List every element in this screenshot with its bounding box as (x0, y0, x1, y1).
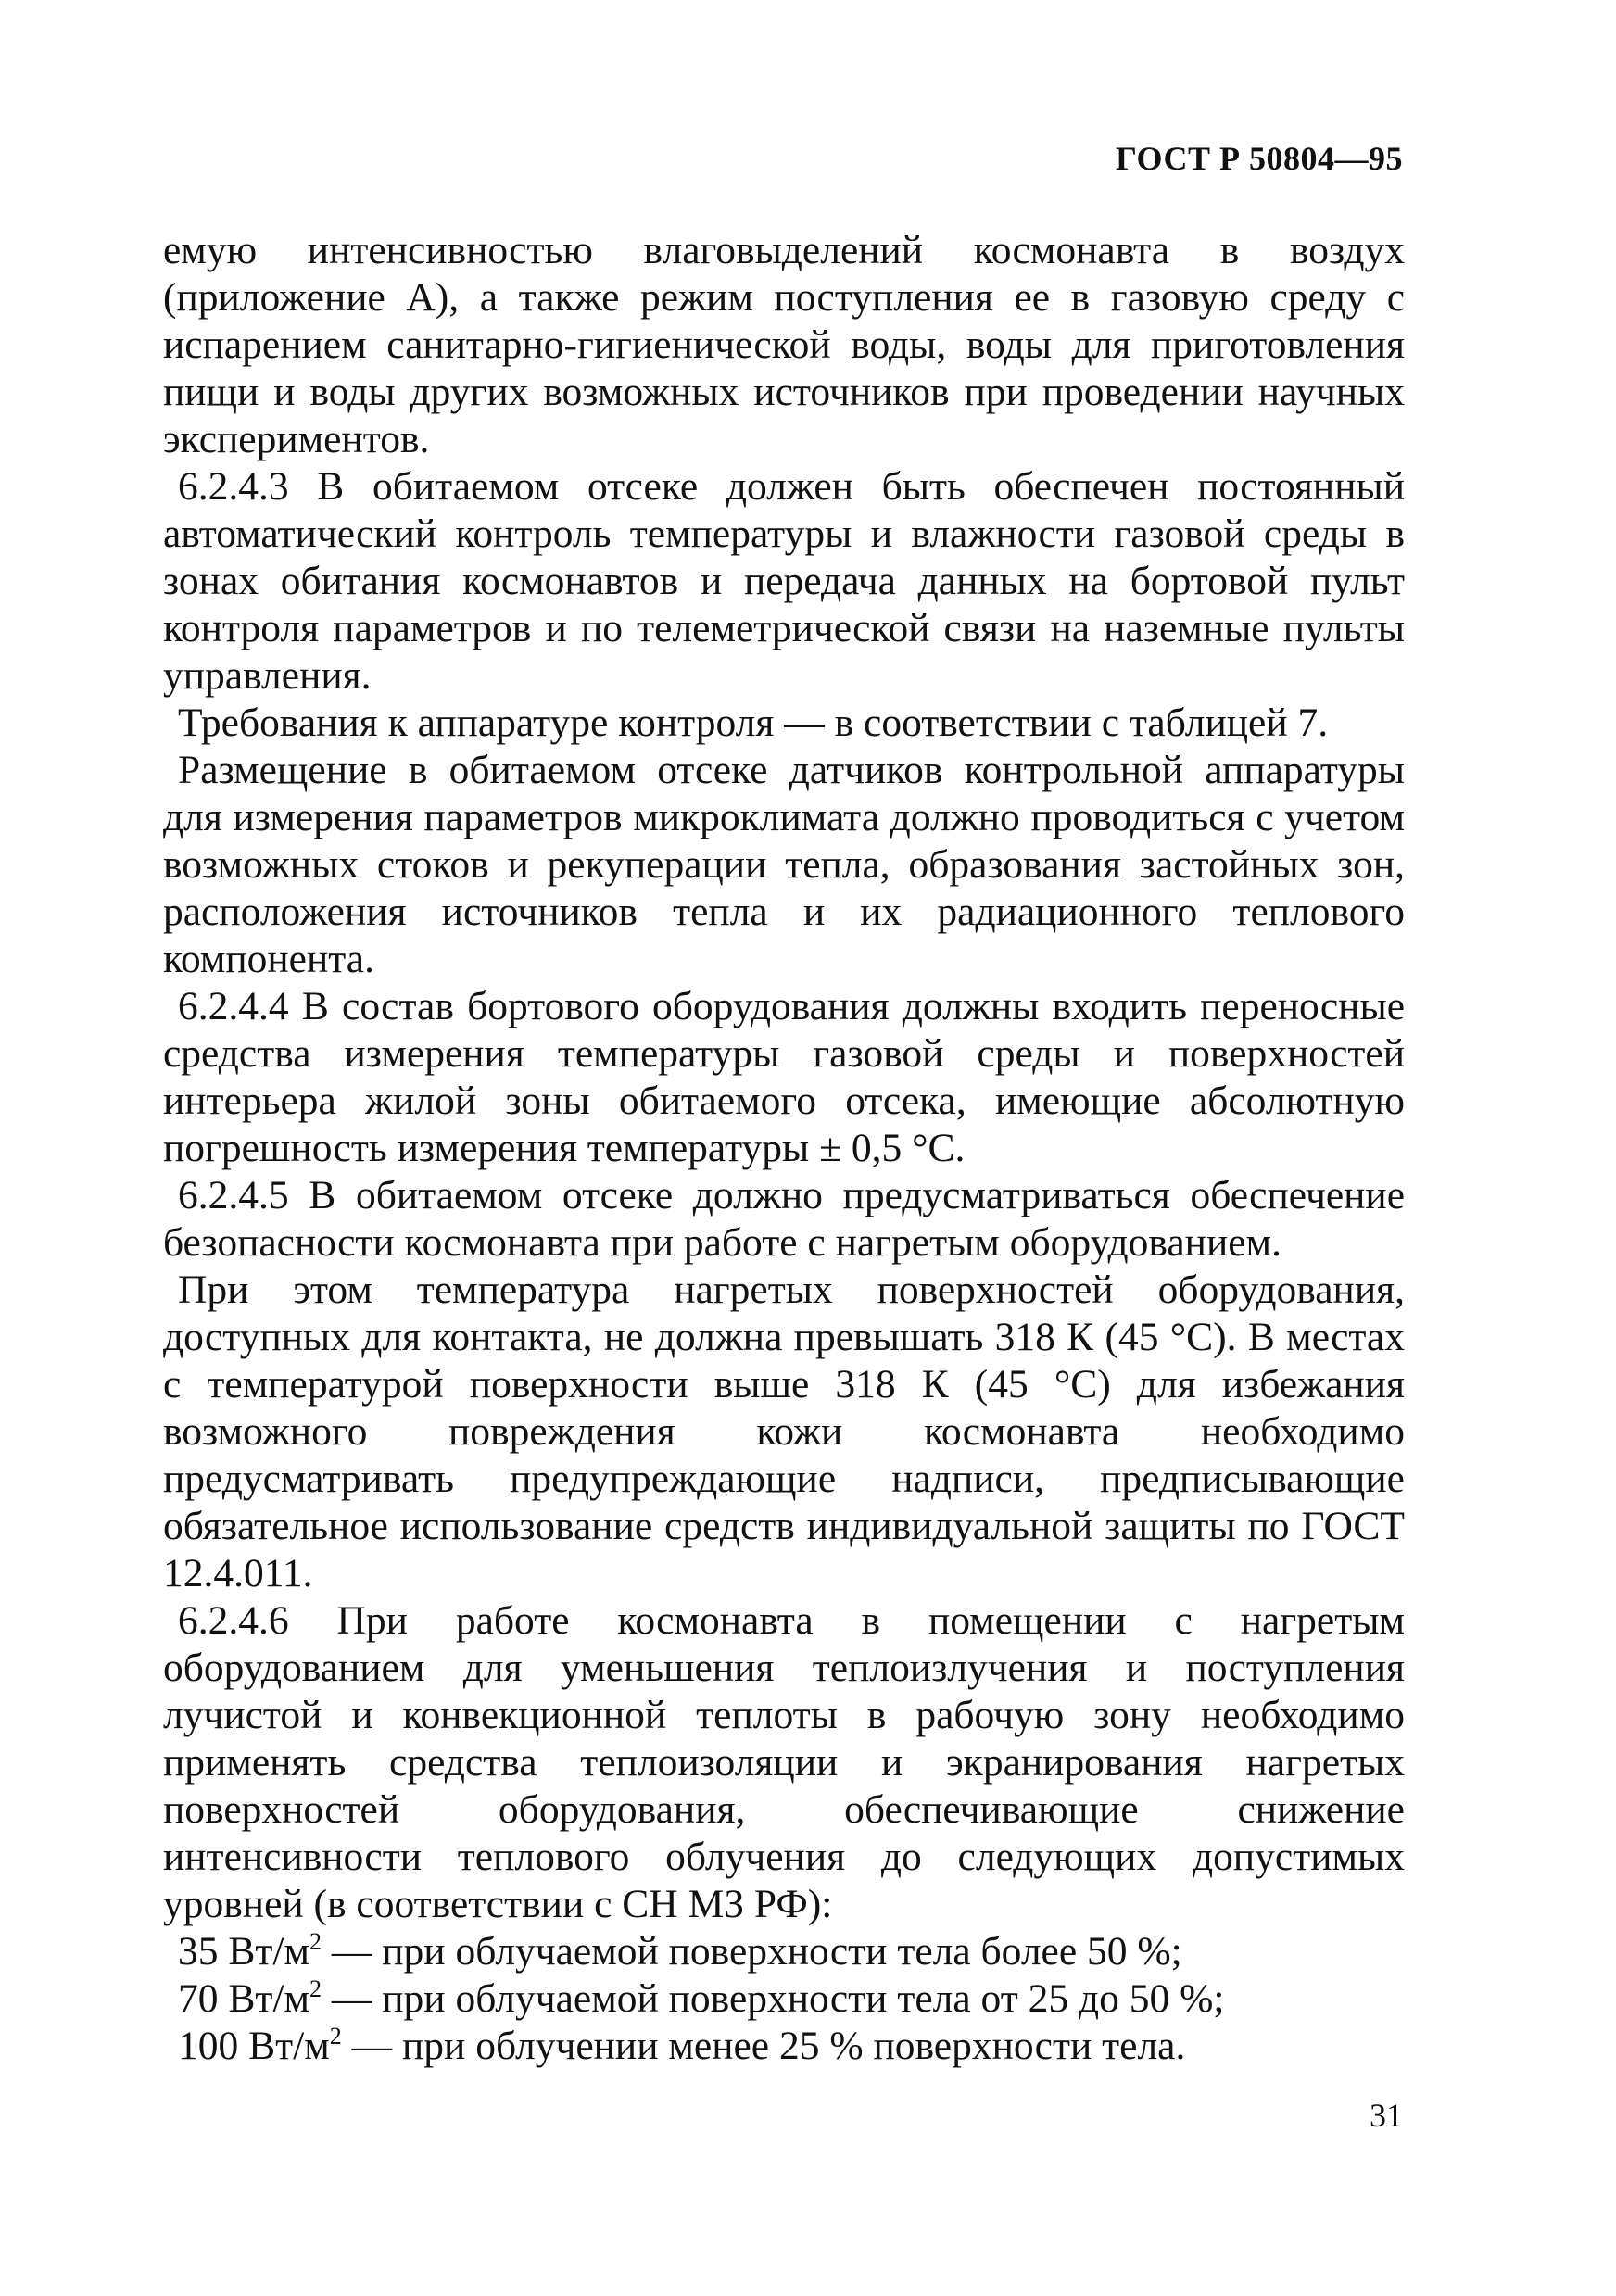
paragraph-6-2-4-6: 6.2.4.6 При работе космонавта в помещении с нагретым оборудованием для уменьшения теплоизлучения и поступления лучистой и конвекционной теплоты в рабочую зону необходимо применять средства теплоизоляции и экранирования нагретых поверхностей оборудования, обеспечивающие снижение интенсивности теплового облучения до следующих допустимых уровней (в соответствии с СН МЗ РФ): (163, 1598, 1405, 1926)
level-text: — при облучаемой поверхности тела более 50 %; (322, 1929, 1182, 1974)
level-text: — при облучении менее 25 % поверхности тела. (341, 2024, 1186, 2068)
unit-exponent: 2 (309, 1975, 322, 2002)
paragraph-continuation: емую интенсивностью влаговыделений космонавта в воздух (приложение А), а также режим поступления ее в газовую среду с испарением санитарно-гигиенической воды, воды для приготовления пищи и воды других возможных источников при проведении научных экспериментов. (163, 228, 1405, 461)
list-item (163, 2023, 1405, 2070)
standard-code-header: ГОСТ Р 50804—95 (1116, 140, 1403, 177)
level-text: — при облучаемой поверхности тела от 25 до 50 %; (322, 1976, 1225, 2021)
list-item (163, 1975, 1405, 2023)
paragraph-6-2-4-4: 6.2.4.4 В состав бортового оборудования должны входить переносные средства измерения температуры газовой среды и поверхностей интерьера жилой зоны обитаемого отсека, имеющие абсолютную погрешность измерения температуры ± 0,5 °С. (163, 984, 1405, 1170)
paragraph-6-2-4-3: 6.2.4.3 В обитаемом отсеке должен быть обеспечен постоянный автоматический контроль температуры и влажности газовой среды в зонах обитания космонавтов и передача данных на бортовой пульт контроля параметров и по телеметрической связи на наземные пульты управления. (163, 464, 1405, 698)
paragraph-sensor-placement: Размещение в обитаемом отсеке датчиков контрольной аппаратуры для измерения параметров микроклимата должно проводиться с учетом возможных стоков и рекуперации тепла, образования застойных зон, расположения источников тепла и их радиационного теплового компонента. (163, 748, 1405, 981)
unit-exponent: 2 (309, 1928, 322, 1955)
paragraph-6-2-4-5: 6.2.4.5 В обитаемом отсеке должно предусматриваться обеспечение безопасности космонавта при работе с нагретым оборудованием. (163, 1173, 1405, 1265)
page-number: 31 (1370, 2097, 1403, 2134)
irradiation-levels-list (163, 1928, 1405, 2070)
level-value: 100 Вт/м (178, 2024, 330, 2068)
document-body (163, 227, 1405, 2070)
paragraph-control-requirements: Требования к аппаратуре контроля — в соответствии с таблицей 7. (178, 700, 1329, 745)
list-item (163, 1928, 1405, 1975)
level-value: 70 Вт/м (178, 1976, 310, 2021)
level-value: 35 Вт/м (178, 1929, 310, 1974)
unit-exponent: 2 (329, 2023, 342, 2050)
paragraph-surface-temperature: При этом температура нагретых поверхностей оборудования, доступных для контакта, не должна превышать 318 К (45 °С). В местах с температурой поверхности выше 318 К (45 °С) для избежания возможного повреждения кожи космонавта необходимо предусматривать предупреждающие надписи, предписывающие обязательное использование средств индивидуальной защиты по ГОСТ 12.4.011. (163, 1268, 1405, 1596)
